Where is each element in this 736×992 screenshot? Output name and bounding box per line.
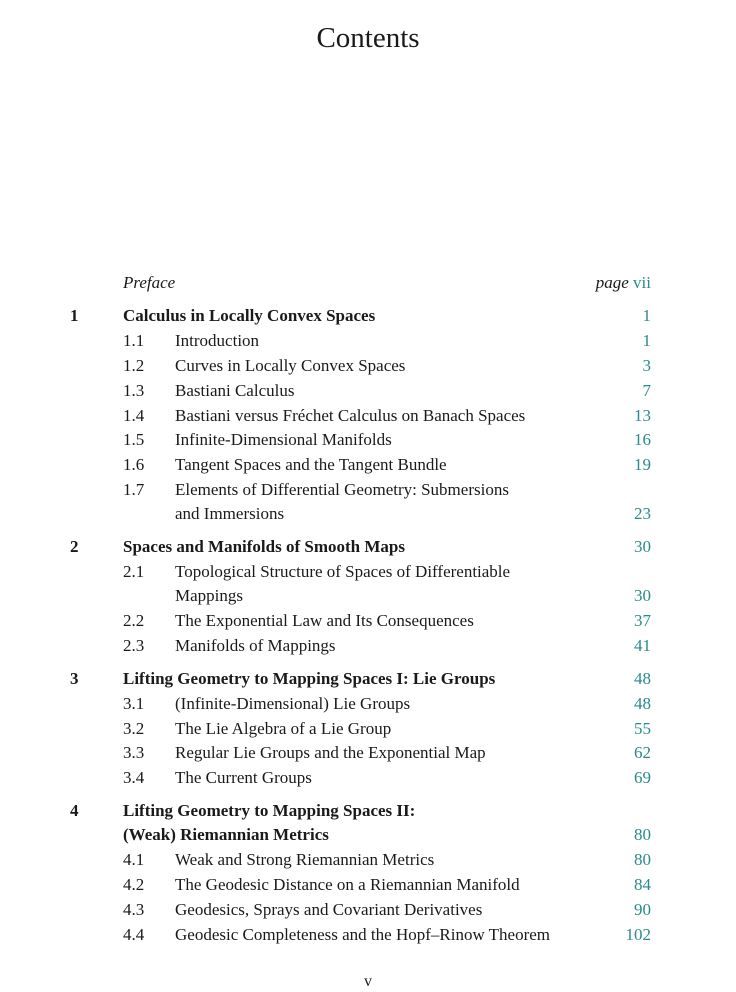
chapter-title[interactable]: Lifting Geometry to Mapping Spaces II: [123,801,416,820]
section-title-continued[interactable]: Mappings [175,586,243,605]
section-number: 3.3 [123,743,145,762]
section-number: 3.4 [123,768,145,787]
section-title[interactable]: (Infinite-Dimensional) Lie Groups [175,694,411,713]
section-number: 1.6 [123,455,145,474]
preface-label[interactable]: Preface [123,273,176,292]
section-page[interactable]: 16 [634,430,651,449]
section-number: 1.1 [123,331,145,350]
section-number: 2.1 [123,562,145,581]
section-title[interactable]: Manifolds of Mappings [175,636,336,655]
section-page[interactable]: 80 [634,850,651,869]
chapter-page[interactable]: 30 [634,537,651,556]
section-title[interactable]: Curves in Locally Convex Spaces [175,356,406,375]
section-title[interactable]: Geodesic Completeness and the Hopf–Rinow Theorem [175,925,551,944]
section-title[interactable]: Geodesics, Sprays and Covariant Derivatives [175,900,483,919]
chapter-page[interactable]: 1 [642,306,651,325]
section-number: 4.4 [123,925,145,944]
section-title[interactable]: Regular Lie Groups and the Exponential Map [175,743,486,762]
section-page[interactable]: 19 [634,455,651,474]
section-title[interactable]: The Lie Algebra of a Lie Group [175,719,392,738]
section-page[interactable]: 41 [634,636,651,655]
chapter-title[interactable]: Spaces and Manifolds of Smooth Maps [123,537,405,556]
section-title[interactable]: Infinite-Dimensional Manifolds [175,430,392,449]
chapter-page[interactable]: 80 [634,825,651,844]
section-page[interactable]: 48 [634,694,651,713]
section-page[interactable]: 23 [634,504,651,523]
section-page[interactable]: 13 [634,406,651,425]
preface-page-number: vii [633,273,651,292]
section-number: 2.2 [123,611,145,630]
section-title[interactable]: The Exponential Law and Its Consequences [175,611,474,630]
preface-page[interactable] [596,271,651,295]
section-page[interactable]: 102 [625,925,651,944]
section-page[interactable]: 84 [634,875,651,894]
section-number: 1.4 [123,406,145,425]
section-page[interactable]: 90 [634,900,651,919]
section-title[interactable]: Elements of Differential Geometry: Submersions [175,480,509,499]
section-page[interactable]: 1 [642,331,651,350]
section-page[interactable]: 69 [634,768,651,787]
section-page[interactable]: 62 [634,743,651,762]
page-folio: v [364,973,372,990]
page-title: Contents [316,22,420,54]
chapter-number: 2 [70,537,79,556]
section-number: 2.3 [123,636,145,655]
section-title[interactable]: Tangent Spaces and the Tangent Bundle [175,455,447,474]
chapter-title[interactable]: Lifting Geometry to Mapping Spaces I: Lie Groups [123,669,496,688]
section-page[interactable]: 37 [634,611,651,630]
section-number: 1.7 [123,480,145,499]
section-title[interactable]: Bastiani versus Fréchet Calculus on Banach Spaces [175,406,526,425]
section-number: 1.3 [123,381,145,400]
section-page[interactable]: 55 [634,719,651,738]
section-number: 4.3 [123,900,145,919]
section-title[interactable]: Weak and Strong Riemannian Metrics [175,850,435,869]
section-number: 4.1 [123,850,145,869]
section-number: 1.5 [123,430,145,449]
page-prefix: page [595,273,629,292]
chapter-number: 4 [70,801,79,820]
chapter-page[interactable]: 48 [634,669,651,688]
section-title[interactable]: Bastiani Calculus [175,381,295,400]
section-number: 3.1 [123,694,145,713]
section-title[interactable]: The Current Groups [175,768,312,787]
chapter-title-continued[interactable]: (Weak) Riemannian Metrics [123,825,329,844]
section-title-continued[interactable]: and Immersions [175,504,285,523]
section-page[interactable]: 30 [634,586,651,605]
section-page[interactable]: 7 [642,381,651,400]
section-number: 3.2 [123,719,145,738]
section-title[interactable]: The Geodesic Distance on a Riemannian Manifold [175,875,520,894]
section-title[interactable]: Topological Structure of Spaces of Differentiable [175,562,511,581]
chapter-number: 3 [70,669,79,688]
chapter-number: 1 [70,306,79,325]
section-number: 4.2 [123,875,145,894]
section-page[interactable]: 3 [642,356,651,375]
section-title[interactable]: Introduction [175,331,260,350]
section-number: 1.2 [123,356,145,375]
chapter-title[interactable]: Calculus in Locally Convex Spaces [123,306,376,325]
